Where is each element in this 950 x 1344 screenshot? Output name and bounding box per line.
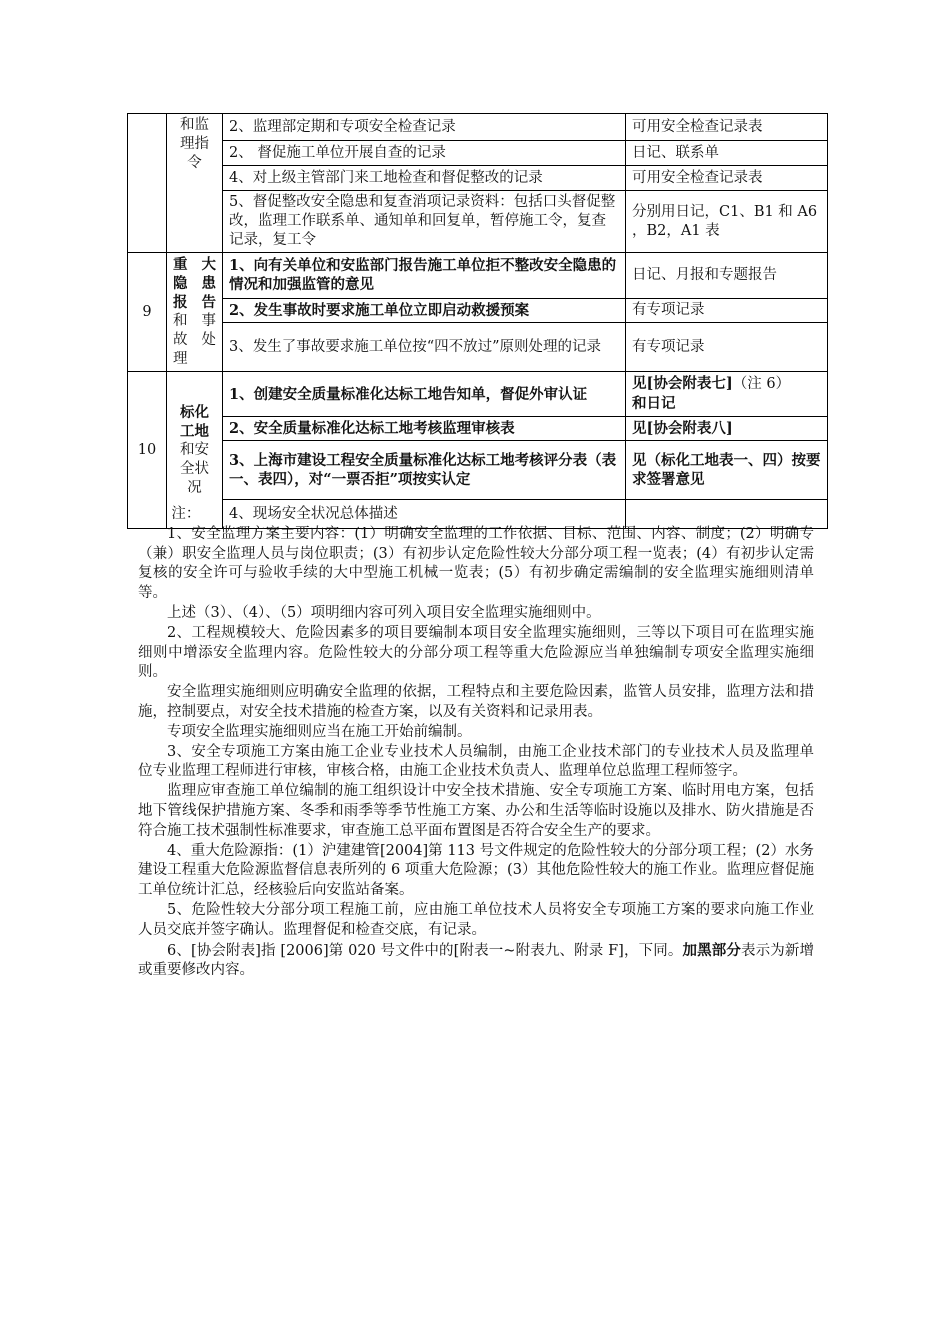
item-cell: 2、发生事故时要求施工单位立即启动救援预案 [223, 298, 626, 323]
note-paragraph: 2、工程规模较大、危险因素多的项目要编制本项目安全监理实施细则，三等以下项目可在监理实施细则中增添安全监理内容。危险性较大的分部分项工程等重大危险源应当单独编制专项安全监理实施细则。 [138, 624, 814, 681]
record-cell: 日记、月报和专题报告 [626, 253, 828, 299]
table-row [128, 141, 828, 166]
category-bold-label: 重大隐患报告 [173, 256, 216, 311]
record-cell: 有专项记录 [626, 323, 828, 372]
record-cell: 可用安全检查记录表 [626, 114, 828, 141]
table-row [128, 114, 828, 141]
table-row [128, 166, 828, 191]
note-paragraph: 上述（3）、（4）、（5）项明细内容可列入项目安全监理实施细则中。 [167, 604, 601, 621]
table-row [128, 323, 828, 372]
category-label: 和监理指令 [180, 117, 209, 171]
item-cell: 3、上海市建设工程安全质量标准化达标工地考核评分表（表一、表四），对“一票否拒”项按实认定 [223, 441, 626, 500]
category-cell [167, 253, 223, 372]
note-text: 表示为新增或重要修改内容。 [138, 942, 815, 979]
note-paragraph: 1、安全监理方案主要内容：(1）明确安全监理的工作依据、目标、范围、内容、制度；(2）明确专（兼）职安全监理人员与岗位职责；(3）有初步认定危险性较大分部分项工程一览表；(4）有初步认定需复核的安全许可与验收手续的大中型施工机械一览表；(5）有初步确定需编制的安全监理实施细则清单等。 [138, 525, 814, 602]
item-cell: 1、创建安全质量标准化达标工地告知单，督促外审认证 [223, 372, 626, 417]
record-cell: 分别用日记，C1、B1 和 A6 ，B2，A1 表 [626, 191, 828, 253]
table-row [128, 253, 828, 299]
row-number-cell: 10 [128, 372, 167, 529]
record-cell: 可用安全检查记录表 [626, 166, 828, 191]
table-row [128, 191, 828, 253]
note-paragraph-last [138, 941, 814, 982]
record-cell: 有专项记录 [626, 298, 828, 323]
note-text: 6、[协会附表]指 [2006]第 020 号文件中的[附表一~附表九、附录 F]，下同。 [167, 942, 683, 959]
record-cell: 见（标化工地表一、四）按要求签署意见 [626, 441, 828, 500]
table-row [128, 417, 828, 441]
record-cell: 见[协会附表八] [626, 417, 828, 441]
notes-section [138, 505, 814, 981]
note-paragraph: 监理应审查施工单位编制的施工组织设计中安全技术措施、安全专项施工方案、临时用电方案，包括地下管线保护措施方案、冬季和雨季等季节性施工方案、办公和生活等临时设施以及排水、防火措施是否符合施工技术强制性标准要求，审查施工总平面布置图是否符合安全生产的要求。 [138, 783, 814, 839]
record-cell: 日记、联系单 [626, 141, 828, 166]
category-cell [167, 114, 223, 253]
category-label: 和事故处理 [173, 313, 216, 367]
table-row [128, 298, 828, 323]
record-note-text: （注 6） [732, 376, 791, 392]
item-cell: 4、对上级主管部门来工地检查和督促整改的记录 [223, 166, 626, 191]
item-cell: 3、发生了事故要求施工单位按“四不放过”原则处理的记录 [223, 323, 626, 372]
safety-supervision-table [127, 113, 828, 529]
record-bold-text: 见[协会附表七] [632, 375, 733, 392]
note-paragraph: 3、安全专项施工方案由施工企业专业技术人员编制，由施工企业技术部门的专业技术人员及监理单位专业监理工程师进行审核，审核合格，由施工企业技术负责人、监理单位总监理工程师签字。 [138, 743, 814, 780]
note-paragraph: 安全监理实施细则应明确安全监理的依据，工程特点和主要危险因素，监管人员安排，监理方法和措施，控制要点，对安全技术措施的检查方案，以及有关资料和记录用表。 [138, 684, 814, 720]
note-paragraph: 专项安全监理实施细则应当在施工开始前编制。 [167, 723, 472, 740]
note-paragraph: 4、重大危险源指：(1）沪建建管[2004]第 113 号文件规定的危险性较大的分部分项工程；(2）水务建设工程重大危险源监督信息表所列的 6 项重大危险源；(3）其他危险性较大的施工作业。监理应督促施工单位统计汇总，经核验后向安监站备案。 [138, 842, 814, 899]
table-row [128, 372, 828, 417]
record-bold-text: 和日记 [632, 395, 676, 412]
row-number-cell: 9 [128, 253, 167, 372]
item-cell: 1、向有关单位和安监部门报告施工单位拒不整改安全隐患的情况和加强监管的意见 [223, 253, 626, 299]
category-bold-label: 标化工地 [180, 403, 209, 440]
row-number-cell [128, 114, 167, 253]
record-cell [626, 372, 828, 417]
notes-heading: 注： [171, 506, 201, 522]
item-cell: 4、现场安全状况总体描述 [223, 500, 626, 529]
item-cell: 5、督促整改安全隐患和复查消项记录资料：包括口头督促整改，监理工作联系单、通知单和回复单，暂停施工令，复查记录，复工令 [223, 191, 626, 253]
category-label: 和安全状况 [180, 441, 209, 496]
item-cell: 2、 督促施工单位开展自查的记录 [223, 141, 626, 166]
item-cell: 2、监理部定期和专项安全检查记录 [223, 114, 626, 141]
table-row [128, 441, 828, 500]
item-cell: 2、安全质量标准化达标工地考核监理审核表 [223, 417, 626, 441]
note-bold-text: 加黑部分 [682, 941, 741, 959]
note-paragraph: 5、危险性较大分部分项工程施工前，应由施工单位技术人员将安全专项施工方案的要求向施工作业人员交底并签字确认。监理督促和检查交底，有记录。 [138, 901, 814, 938]
